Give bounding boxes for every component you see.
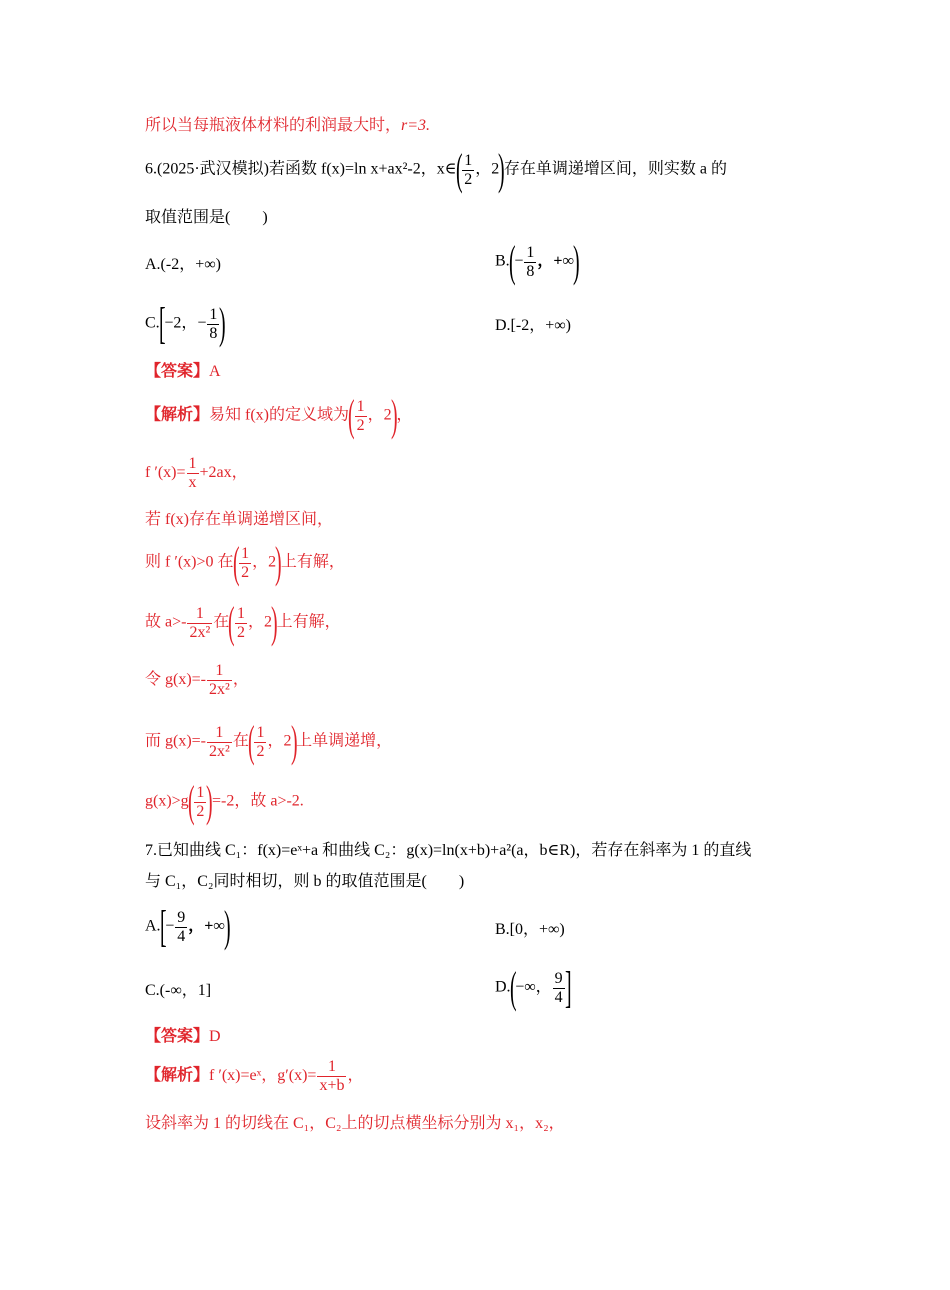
q7-analysis-2: 设斜率为 1 的切线在 C₁，C₂上的切点横坐标分别为 x₁，x₂，: [145, 1115, 565, 1132]
q6-analysis-6: 令 g(x)=- $\frac{1}{\text{2x²}}$ ，: [145, 662, 249, 698]
q6-option-d: D.[-2，+∞): [495, 317, 571, 334]
q6-answer: 【答案】A: [145, 363, 221, 380]
q6-option-b: B.(− $\frac{1}{8}$ ，+∞): [495, 237, 580, 286]
q7-stem-line1: 7.已知曲线 C₁：f(x)=eˣ+a 和曲线 C₂：g(x)=ln(x+b)+a²(a，b∈R)，若存在斜率为 1 的直线: [145, 842, 752, 859]
q7-answer: 【答案】D: [145, 1028, 221, 1045]
q5-conclusion: 所以当每瓶液体材料的利润最大时，r=3.: [145, 117, 431, 134]
q7-analysis-1: 【解析】f ′(x)=eˣ，g′(x)= $\frac{1}{x+b}$ ，: [145, 1058, 364, 1094]
q7-option-b: B.[0，+∞): [495, 921, 565, 938]
q6-analysis-2: f ′(x)= $\frac{1}{x}$ +2ax，: [145, 455, 248, 491]
q7-option-a: A.[− $\frac{9}{4}$ ，+∞): [145, 902, 231, 951]
q6-option-c: C.[−2，− $\frac{1}{8}$ ): [145, 299, 227, 348]
q7-stem-line2: 与 C₁，C₂同时相切，则 b 的取值范围是( ): [145, 873, 465, 890]
q6-analysis-3: 若 f(x)存在单调递增区间，: [145, 511, 333, 528]
q7-option-c: C.(-∞，1]: [145, 982, 212, 999]
q7-option-d: D.(−∞， $\frac{9}{4}$ ]: [495, 963, 572, 1012]
q6-analysis-7: 而 g(x)=- $\frac{1}{\text{2x²}}$ 在( $\frac{1}{2}$ ，2)上单调递增，: [145, 717, 393, 766]
q6-stem-line2: 取值范围是( ): [145, 209, 268, 226]
q6-stem-line1: 6.(2025·武汉模拟)若函数 f(x)=ln x+ax²-2，x∈( $\frac{1}{2}$ ，2)存在单调递增区间，则实数 a 的: [145, 145, 727, 194]
q6-analysis-4: 则 f ′(x)>0 在( $\frac{1}{2}$ ，2)上有解，: [145, 538, 345, 587]
q6-analysis-1: 【解析】易知 f(x)的定义域为( $\frac{1}{2}$ ，2)，: [145, 391, 413, 440]
q6-analysis-8: g(x)>g( $\frac{1}{2}$ )=-2，故 a>-2.: [145, 777, 304, 826]
q6-analysis-5: 故 a>- $\frac{1}{\text{2x²}}$ 在( $\frac{1}{2}$ ，2)上有解，: [145, 598, 341, 647]
q6-option-a: A.(-2，+∞): [145, 256, 221, 273]
